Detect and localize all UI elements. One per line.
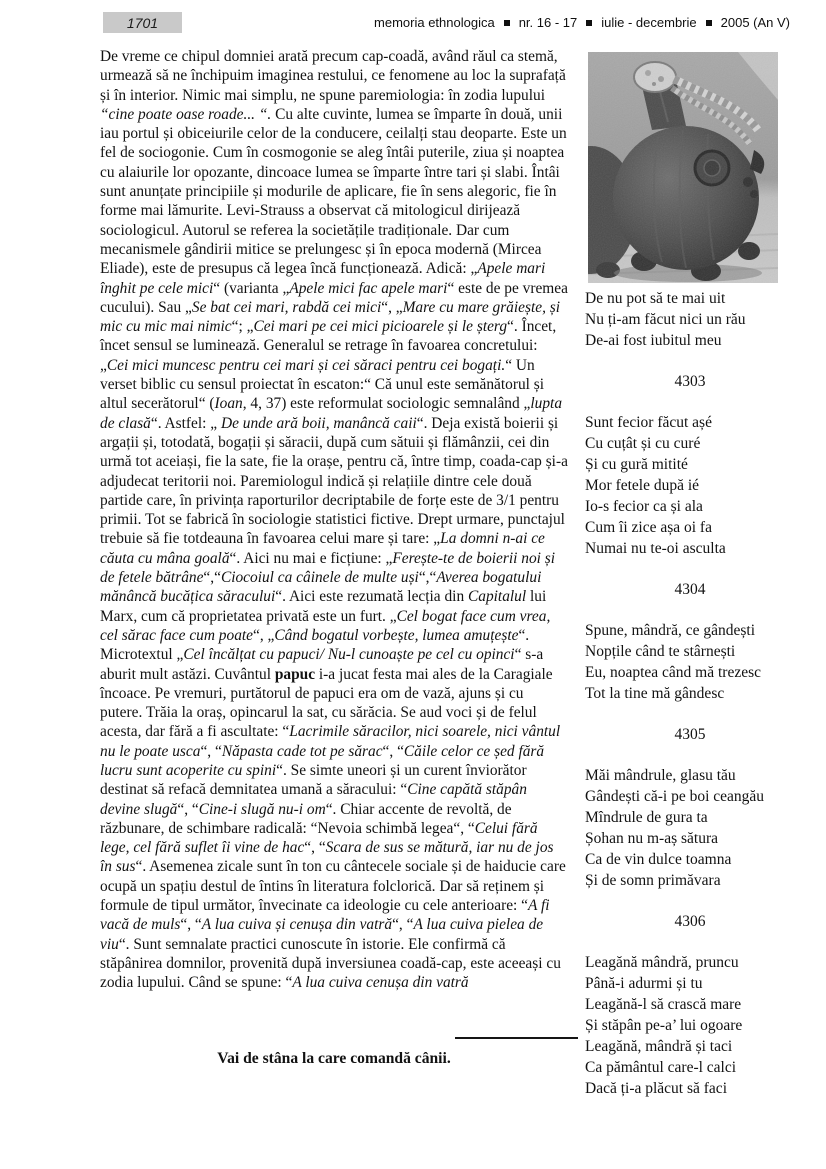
article-text [100, 47, 568, 993]
journal-header [374, 15, 790, 30]
article-segment: A fi vacă de muls [100, 897, 550, 934]
article-segment: Ferește-te de boierii noi și de fetele bătrâne [100, 549, 556, 587]
article-segment: “,“ [418, 569, 437, 587]
poem-line: Io-s fecior ca și ala [585, 498, 703, 515]
poems-column [585, 288, 795, 1099]
page-number-box [103, 12, 182, 33]
article-segment: “ (varianta „ [213, 279, 290, 297]
article-segment: “, “ [200, 742, 222, 760]
poem-stanza [585, 952, 795, 1099]
article-segment: Căile celor ce șed fără lucru sunt acoperite cu spini [100, 742, 545, 779]
separator-square-icon [586, 20, 592, 26]
poem-stanza [585, 765, 795, 891]
poem-number: 4303 [674, 373, 706, 390]
poem-number: 4304 [674, 581, 706, 598]
article-segment: i-a jucat festa mai ales de la Caragiale încoace. Pe vremuri, purtătorul de papuci era om de vază, ajuns și cu putere. Trăia la oraș, opincarul la sat, cu sărăcia. Se aud voci și de felul acesta, dar fără a fi ascultate: “ [100, 665, 553, 741]
article-segment: “. Se simte uneori și un curent înviorător destinat să refacă demnitatea umană a săracului: “ [100, 761, 527, 799]
journal-title: memoria ethnologica [374, 15, 495, 30]
article-segment: Lacrimile săracilor, nici soarele, nici vântul nu le poate usca [100, 723, 561, 760]
article-segment: “. Deja există boierii și argații și, totodată, bogații și săracii, după cum sătuii și flămânzii, cei din urmă tot aceiași, fie la sate, fie la orașe, pentru că, între timp, coada-cap și-a adjudecat teritorii noi. Paremiologul indică și relațiile dintre cele două partide care, în privința raporturilor decriptabile de forțe este de 3/1 pentru primii. Tot se fabrică în sociologie statistici fictive. Drept urmare, punctajul trebuie să fie totdeauna în favoarea celui mare și tare: „ [100, 414, 568, 548]
article-caption: Vai de stâna la care comandă cânii. [217, 1050, 451, 1067]
article-segment: “ s-a aburit mult astăzi. Cuvântul [100, 646, 544, 683]
poem-line: Măi mândrule, glasu tău [585, 767, 736, 784]
article-segment: De unde ară boii, manâncă caii [220, 414, 417, 432]
separator-square-icon [706, 20, 712, 26]
article-segment: Când bogatul vorbește, lumea amuțește [274, 626, 519, 644]
article-segment: “ este de pe vremea cucului). Sau „ [100, 279, 568, 316]
poem-line: Numai nu te-oi asculta [585, 540, 726, 557]
poem-line: De-ai fost iubitul meu [585, 332, 722, 349]
article-segment: “, “ [304, 839, 326, 857]
article-segment: Se bat cei mari, rabdă cei mici [191, 298, 382, 316]
poem-line: Nu ți-am făcut nici un rău [585, 311, 746, 328]
flask-photo [588, 52, 778, 283]
poem-line: Cu cuțât și cu curé [585, 435, 701, 452]
poem-line: Mîndrule de gura ta [585, 809, 708, 826]
poem-line: Tot la tine mă gândesc [585, 685, 725, 702]
poem-line: Spune, mândră, ce gândești [585, 622, 756, 639]
article-segment: “. Aici nu mai e ficțiune: „ [229, 549, 393, 567]
article-segment: De vreme ce chipul domniei arată precum cap-coadă, având răul ca stemă, urmează să ne închipuim imaginea restului, ce fenomene au loc la suprafață și în interior. Nimic mai simplu, ne spune paremiologia: în zodia lupului [100, 48, 566, 104]
article-segment: “. Sunt semnalate practici cunoscute în istorie. Ele confirmă că stăpânirea domnilor, provenită după inversiunea coadă-cap, este aceeași cu zodia lupului. Când se spune: “ [100, 935, 561, 992]
article-segment: Apele mari înghit pe cele mici [100, 260, 546, 297]
poem-line: Și de somn primăvara [585, 872, 721, 889]
article-segment: , 4, 37) este reformulat sociologic semnalând „ [242, 395, 531, 413]
article-segment: “, “ [180, 916, 202, 934]
article-segment: “, „ [253, 626, 275, 644]
poem-number: 4306 [674, 913, 706, 930]
article-segment: “, “ [382, 742, 404, 760]
article-segment: Ioan [214, 395, 243, 413]
article-segment: “. Încet, încet sensul se luminează. Generalul se retrage în favoarea concretului: „ [100, 318, 557, 374]
article-segment: Cel bogat face cum vrea, cel sărac face cum poate [100, 607, 551, 644]
poem-line: De nu pot să te mai uit [585, 290, 726, 307]
poem-line: Leagănă-l să crască mare [585, 996, 742, 1013]
poem-line: Până-i adurmi și tu [585, 975, 703, 992]
poem-line: Ca pământul care-l calci [585, 1059, 737, 1076]
poem-line: Leagănă mândră, pruncu [585, 954, 739, 971]
article-segment: lupta de clasă [100, 395, 563, 432]
article-segment: “cine poate oase roade... “. [100, 105, 276, 123]
article-segment: Averea bogatului mănâncă bucățica săracului [100, 569, 542, 606]
article-segment: Cine capătă stăpân devine slugă [100, 781, 527, 818]
article-segment: Scara de sus se mătură, iar nu de jos în sus [100, 839, 554, 876]
article-segment: “ Un verset biblic cu sensul proiectat în escaton:“ Că unul este semănătorul și altul secerătorul“ ( [100, 356, 545, 413]
poem-number: 4305 [674, 726, 706, 743]
article-segment: Cu alte cuvinte, lumea se împarte în două, unii iau portul și obiceiurile celor de la conducere, ceilalți stau deoparte. Este un fel de sociogonie. Cum în cosmogonie se aleg întâi puterile, ziua și noaptea cu alaiurile lor opozante, dincoace lumea se împarte între tari și slabi. Întâi sunt anunțate principiile și modurile de aplicare, fie în sens alegoric, fie în forme mai lămurite. Levi-Strauss a observat că mitologicul dirijează sociologicul. Autorul se referea la societățile tradiționale. Dar cum mecanismele gândirii mitice se prelungesc și în epoca modernă (Mircea Eliade), este de presupus că legea încă funcționează. Adică: „ [100, 105, 567, 278]
article-segment: A lua cuiva pielea de viu [100, 916, 544, 953]
poem-line: Dacă ți-a plăcut să faci [585, 1080, 727, 1097]
poem-line: Sunt fecior făcut așé [585, 414, 712, 431]
article-segment: “. Aici este rezumată lecția din [275, 588, 468, 606]
poem-line: Ca de vin dulce toamna [585, 851, 732, 868]
article-segment: Ciocoiul ca câinele de multe uși [220, 569, 419, 587]
article-segment: Capitalul [468, 588, 527, 606]
article-segment: Cine-i slugă nu-i om [198, 800, 326, 818]
article-segment: “; „ [231, 318, 254, 336]
article-segment: lui Marx, cum că proprietatea privată este un furt. „ [100, 588, 547, 625]
flask-photo-svg [588, 52, 778, 283]
journal-issue: nr. 16 - 17 [518, 15, 578, 30]
article-segment: A lua cuiva cenușa din vatră [292, 974, 469, 992]
article-segment: Apele mici fac apele mari [289, 279, 448, 297]
article-segment: Cei mici muncesc pentru cei mari și cei săraci pentru cei bogați. [106, 356, 506, 374]
article-segment: Năpasta cade tot pe sărac [221, 742, 383, 760]
article-segment: “. Asemenea zicale sunt în ton cu cântecele sociale și de haiducie care ocupă un spațiu destul de întins în literatura folclorică. Dar să reținem și formule de tipul următor, învecinate ca ideologie cu cele anterioare: “ [100, 858, 566, 915]
article-segment: “. Astfel: „ [150, 414, 221, 432]
page-number: 1701 [126, 14, 159, 31]
poem-line: Leagănă, mândră și taci [585, 1038, 733, 1055]
article-segment: “. Chiar accente de revoltă, de răzbunare, de schimbare radicală: “Nevoia schimbă legea“, “ [100, 800, 512, 837]
article-segment: Cei mari pe cei mici picioarele și le șterg [253, 318, 508, 336]
article-segment: “, “ [177, 800, 199, 818]
article-segment: “,“ [203, 569, 221, 587]
poem-line: Gândești că-i pe boi ceangău [585, 788, 765, 805]
journal-period: iulie - decembrie [601, 15, 697, 30]
article-segment: La domni n-ai ce căuta cu mâna goală [100, 530, 545, 567]
article-segment: Mare cu mare grăiește, și mic cu mic mai nimic [100, 298, 561, 336]
poem-line: Cum îi zice așa oi fa [585, 519, 712, 536]
poem-line: Și cu gură mitité [585, 456, 688, 473]
article-segment: Celui fără lege, cel fără suflet îi vine de hac [100, 819, 538, 857]
poem-line: Șohan nu m-aș sătura [585, 830, 719, 847]
poem-stanza [585, 620, 795, 704]
article-segment: papuc [274, 665, 316, 683]
journal-year: 2005 (An V) [720, 15, 790, 30]
article-segment: Cel încălțat cu papuci/ Nu-l cunoaște pe cel cu opinci [183, 646, 515, 664]
separator-square-icon [504, 20, 510, 26]
poem-line: Mor fetele după ié [585, 477, 700, 494]
article-segment: “. Microtextul „ [100, 626, 530, 664]
poem-stanza [585, 288, 795, 351]
poem-line: Eu, noaptea când mă trezesc [585, 664, 762, 681]
article-segment: “, “ [392, 916, 414, 934]
article-segment: A lua cuiva și cenușa din vatră [201, 916, 393, 934]
photo-grain [588, 52, 778, 283]
poem-line: Nopțile când te stârnești [585, 643, 736, 660]
poem-stanza [585, 412, 795, 559]
article-end-rule [455, 1037, 578, 1039]
poem-line: Și stăpân pe-a’ lui ogoare [585, 1017, 743, 1034]
article-segment: “, „ [381, 298, 403, 316]
